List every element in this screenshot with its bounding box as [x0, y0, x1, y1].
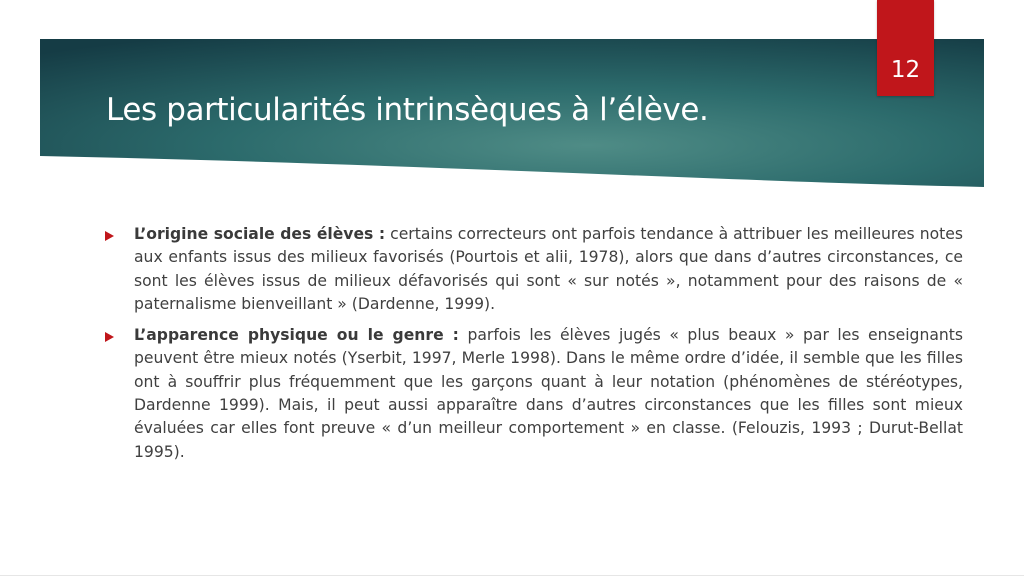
bullet-social-origin — [105, 223, 963, 316]
bullet-lead: L’apparence physique ou le genre : — [134, 326, 459, 345]
page-number: 12 — [890, 57, 921, 83]
bullet-text: certains correcteurs ont parfois tendance à attribuer les meilleures notes aux enfants issus des milieux favorisés (Pourtois et alii, 1978), alors que dans d’autres circonstances, ce sont les élèves issus de milieux défavorisés qui sont « sur notés », notamment pour des raisons de « paternalisme bienveillant » (Dardenne, 1999). — [134, 225, 963, 313]
title-banner — [40, 39, 984, 191]
slide-title: Les particularités intrinsèques à l’élève. — [106, 92, 709, 128]
page-number-tab — [877, 0, 934, 96]
bullet-appearance-gender — [105, 324, 963, 464]
bullet-arrow-icon — [105, 231, 114, 241]
bullet-list — [105, 223, 963, 472]
bullet-text: parfois les élèves jugés « plus beaux » par les enseignants peuvent être mieux notés (Yserbit, 1997, Merle 1998). Dans le même ordre d’idée, il semble que les filles ont à souffrir plus fréquemment que les garçons quant à leur notation (phénomènes de stéréotypes, Dardenne 1999). Mais, il peut aussi apparaître dans d’autres circonstances que les filles sont mieux évaluées car elles font preuve « d’un meilleur comportement » en classe. (Felouzis, 1993 ; Durut-Bellat 1995). — [134, 326, 964, 461]
bullet-lead: L’origine sociale des élèves : — [134, 225, 386, 243]
bullet-arrow-icon — [105, 332, 114, 342]
